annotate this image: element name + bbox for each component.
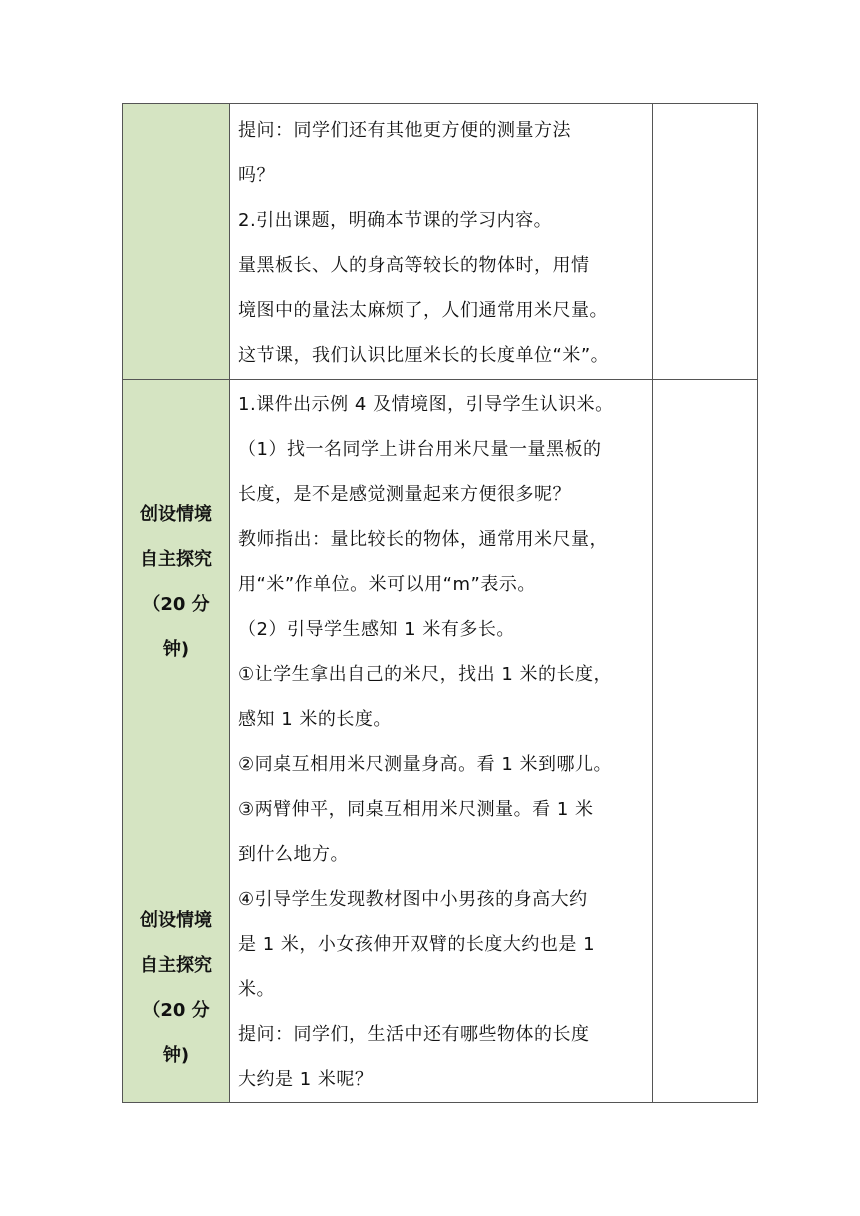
stage-label-line: 创设情境 bbox=[140, 504, 212, 525]
content-line: ③两臂伸平，同桌互相用米尺测量。看 1 米 bbox=[238, 799, 594, 820]
content-line: 量黑板长、人的身高等较长的物体时，用情 bbox=[238, 255, 590, 276]
content-line: 到什么地方。 bbox=[238, 844, 349, 865]
table-row bbox=[123, 104, 758, 380]
content-line: 用“米”作单位。米可以用“m”表示。 bbox=[238, 574, 536, 595]
content-line: ④引导学生发现教材图中小男孩的身高大约 bbox=[238, 889, 588, 910]
content-line: 境图中的量法太麻烦了，人们通常用米尺量。 bbox=[238, 300, 608, 321]
content-line: 提问：同学们还有其他更方便的测量方法 bbox=[238, 120, 571, 141]
stage-label-line: 钟) bbox=[162, 1045, 190, 1066]
content-line: 1.课件出示例 4 及情境图，引导学生认识米。 bbox=[238, 394, 614, 415]
content-line: 大约是 1 米呢？ bbox=[238, 1069, 374, 1090]
content-line: 2.引出课题，明确本节课的学习内容。 bbox=[238, 210, 553, 231]
content-line: 吗？ bbox=[238, 165, 275, 186]
notes-cell bbox=[653, 104, 758, 380]
lesson-plan-table bbox=[122, 103, 758, 1103]
content-line: ②同桌互相用米尺测量身高。看 1 米到哪儿。 bbox=[238, 754, 613, 775]
stage-label-line: （20 分 bbox=[142, 594, 210, 615]
stage-label-line: 钟) bbox=[162, 639, 190, 660]
stage-cell bbox=[123, 104, 230, 380]
content-line: ①让学生拿出自己的米尺，找出 1 米的长度， bbox=[238, 664, 613, 685]
stage-label bbox=[123, 898, 229, 1078]
content-cell bbox=[230, 380, 653, 1103]
content-cell bbox=[230, 104, 653, 380]
content-line: （1）找一名同学上讲台用米尺量一量黑板的 bbox=[238, 439, 602, 460]
content-line: 教师指出：量比较长的物体，通常用米尺量， bbox=[238, 529, 608, 550]
stage-cell bbox=[123, 380, 230, 1103]
content-line: （2）引导学生感知 1 米有多长。 bbox=[238, 619, 515, 640]
table-row bbox=[123, 380, 758, 1103]
content-line: 感知 1 米的长度。 bbox=[238, 709, 392, 730]
stage-label-line: 自主探究 bbox=[140, 549, 212, 570]
content-line: 是 1 米，小女孩伸开双臂的长度大约也是 1 bbox=[238, 934, 596, 955]
content-line: 这节课，我们认识比厘米长的长度单位“米”。 bbox=[238, 345, 610, 366]
content-line: 提问：同学们，生活中还有哪些物体的长度 bbox=[238, 1024, 590, 1045]
content-line: 米。 bbox=[238, 979, 275, 1000]
stage-label-line: （20 分 bbox=[142, 1000, 210, 1021]
notes-cell bbox=[653, 380, 758, 1103]
stage-label-line: 自主探究 bbox=[140, 955, 212, 976]
stage-label-line: 创设情境 bbox=[140, 910, 212, 931]
content-line: 长度，是不是感觉测量起来方便很多呢？ bbox=[238, 484, 571, 505]
stage-label bbox=[123, 492, 229, 672]
